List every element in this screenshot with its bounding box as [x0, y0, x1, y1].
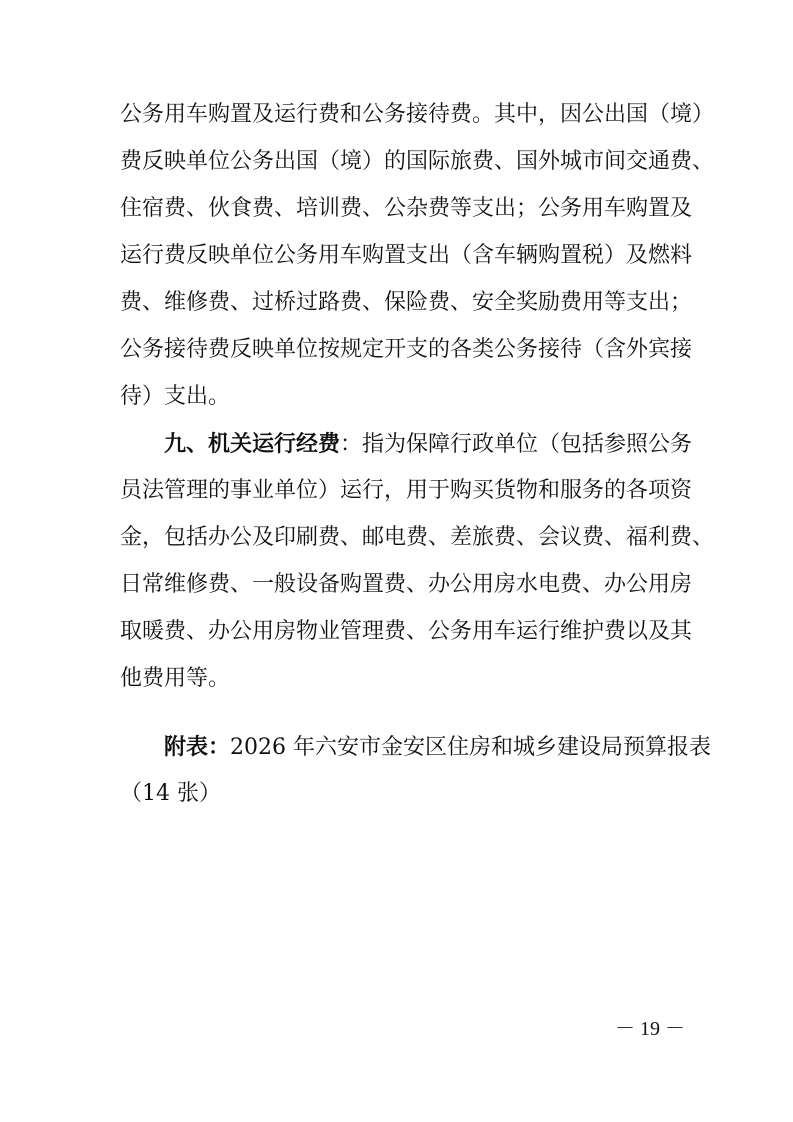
section-nine-first-line — [164, 429, 693, 460]
body-text-line: 金，包括办公及印刷费、邮电费、差旅费、会议费、福利费、 — [120, 525, 715, 550]
body-text-line: 待）支出。 — [120, 384, 231, 409]
body-text-line: 员法管理的事业单位）运行，用于购买货物和服务的各项资 — [120, 478, 693, 503]
attachment-title: 2026 年六安市金安区住房和城乡建设局预算报表 — [230, 735, 711, 760]
body-text-line: 住宿费、伙食费、培训费、公杂费等支出；公务用车购置及 — [120, 196, 693, 221]
body-text-line: 取暖费、办公用房物业管理费、公务用车运行维护费以及其 — [120, 619, 693, 644]
attachment-count: （14 张） — [120, 781, 221, 806]
body-text-line: 费、维修费、过桥过路费、保险费、安全奖励费用等支出； — [120, 290, 693, 315]
section-nine-colon: ： — [340, 432, 363, 457]
attachment-label: 附表： — [164, 734, 231, 760]
body-text-line: 运行费反映单位公务用车购置支出（含车辆购置税）及燃料 — [120, 243, 693, 268]
body-text-line: 公务用车购置及运行费和公务接待费。其中，因公出国（境） — [120, 102, 715, 127]
page-number: － 19 － — [615, 1018, 685, 1040]
body-text-line: 日常维修费、一般设备购置费、办公用房水电费、办公用房 — [120, 572, 693, 597]
body-text-line: 费反映单位公务出国（境）的国际旅费、国外城市间交通费、 — [120, 149, 715, 174]
body-text-line: 公务接待费反映单位按规定开支的各类公务接待（含外宾接 — [120, 337, 693, 362]
attachment-line — [164, 732, 711, 763]
section-nine-term: 九、机关运行经费 — [164, 431, 341, 457]
section-nine-definition-start: 指为保障行政单位（包括参照公务 — [362, 432, 693, 457]
body-text-line: 他费用等。 — [120, 666, 231, 691]
